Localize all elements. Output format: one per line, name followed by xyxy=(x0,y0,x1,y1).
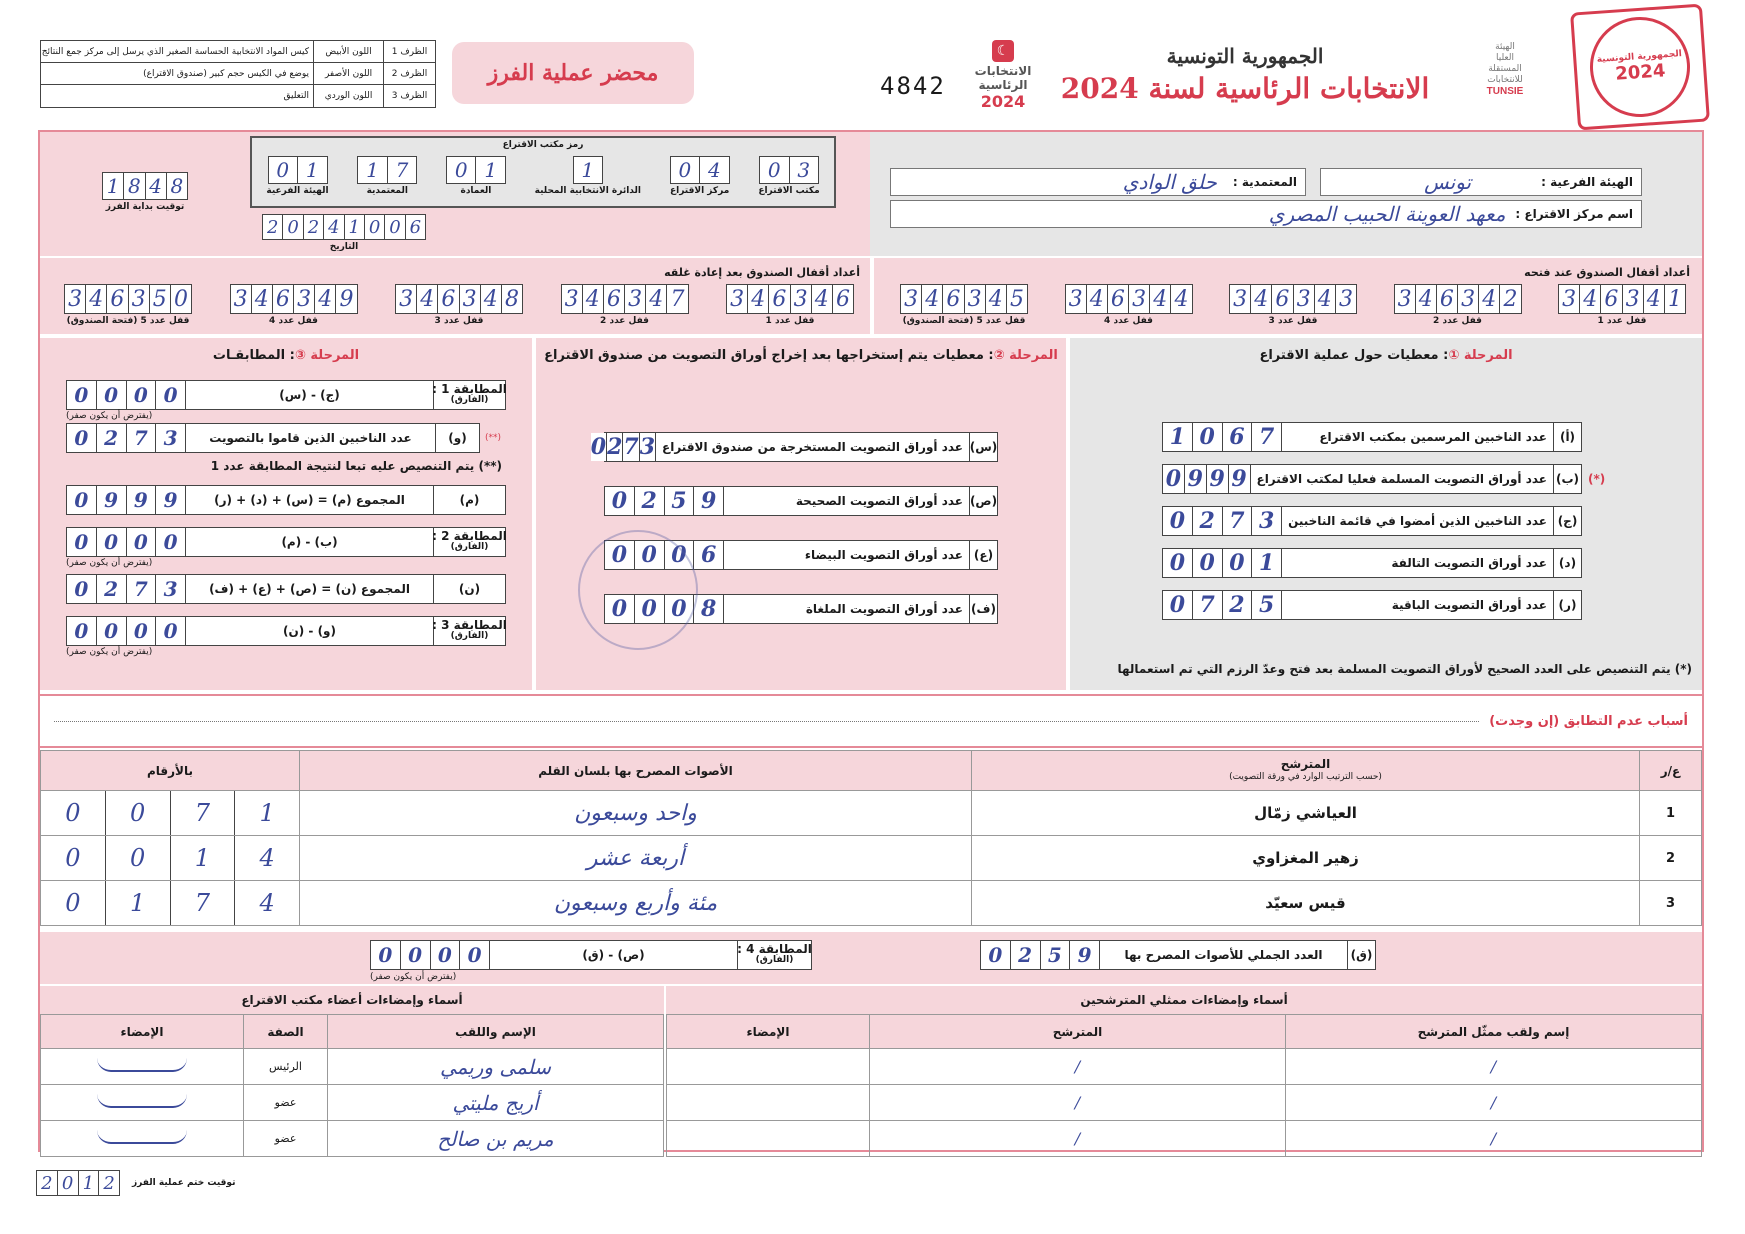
stage1-title: المرحلة ①: معطيات حول عملية الاقتراع xyxy=(1259,348,1513,363)
digit-cell: 1 xyxy=(1251,549,1281,577)
envelope-row: الظرف 1 اللون الأبيض كيس المواد الانتخابية الحساسة الصغير الذي يرسل إلى مركز جمع النتائج xyxy=(41,41,435,63)
digit-cell: 6 xyxy=(942,285,963,313)
digit-cell: 2 xyxy=(1010,941,1040,969)
digit-cell: 7 xyxy=(1222,507,1252,535)
digit-cell: 4 xyxy=(234,836,299,880)
date-field: 2 0 2 4 1 0 0 6 التاريخ xyxy=(262,214,426,252)
digit-cell: 3 xyxy=(1233,286,1248,312)
digit-cell: 0 xyxy=(65,844,81,872)
office-code-field: 0 1 الهيئة الفرعية xyxy=(266,158,329,196)
digit-cell: 2 xyxy=(96,575,126,603)
lock-field: 3 4 6 3 4 6 قفل عدد 1 xyxy=(726,284,854,326)
stage-row: (د) عدد أوراق التصويت التالفة 0 0 0 1 xyxy=(1162,548,1582,578)
digit-cell: 0 xyxy=(611,596,628,622)
lock-digits xyxy=(1394,284,1522,314)
digit-cell: 1 xyxy=(297,157,327,183)
digit-cell: 0 xyxy=(155,528,185,556)
digit-cell: 0 xyxy=(611,542,628,568)
digit-cell: 4 xyxy=(985,285,1006,313)
digit-cell: 0 xyxy=(57,1171,78,1195)
digit-cell: 0 xyxy=(155,617,185,645)
total-votes-row: (ق) العدد الجملي للأصوات المصرح بها 0 2 5 9 xyxy=(980,940,1376,970)
lock-digits xyxy=(230,284,358,314)
digit-cell: 4 xyxy=(85,285,106,313)
seal-stamp-icon xyxy=(578,530,698,650)
digit-cell: 0 xyxy=(74,426,89,450)
digit-cell: 0 xyxy=(126,381,156,409)
digit-cell: 2 xyxy=(266,216,279,238)
lock-digits xyxy=(1229,284,1357,314)
digit-cell: 0 xyxy=(611,488,628,514)
stage1-note: (*) يتم التنصيص على العدد الصحيح لأوراق التصويت المسلمة بعد فتح وعدّ الرزم التي تم استعمالها xyxy=(1117,662,1692,676)
digit-cell: 3 xyxy=(155,575,185,603)
office-code-field: 0 3 مكتب الاقتراع xyxy=(758,158,820,196)
digit-cell: 9 xyxy=(126,486,156,514)
digit-cell: 9 xyxy=(693,487,723,515)
digit-cell: 7 xyxy=(1192,591,1222,619)
representatives-block: أسماء وإمضاءات ممثلي المترشحين إسم ولقب ممثّل المترشح المترشح الإمضاء / / / / / / xyxy=(666,986,1702,1157)
digit-cell: 4 xyxy=(699,157,729,183)
digit-cell: 6 xyxy=(437,285,458,313)
match4-digits xyxy=(371,941,489,969)
digit-cell: 2 xyxy=(96,424,126,452)
stage3-content: المطابقة 1 : (الفارق) (ج) - (س) 0 0 0 0 (يفترض أن يكون صفر) (**) (و) عدد الناخبين الذين قاموا بالتصويت 0 2 7 3 (**) يتم التنصيص عليه تبعا لنتيجة المطابقة عدد 1 (م) المجموع (م) = (س) + (د) + (ر) 0 9 9 9 المطابقة 2 : (الفارق) (ب) - (م) 0 0 0 0 (يفترض أن يكون صفر) (ن) المجموع (ن) = (ص) + (ع) + (ف) 0 2 7 3 المطابقة 3 : (الفارق) (و) - (ن) 0 0 0 0 (يفترض أن يكون صفر) xyxy=(66,382,507,657)
lock-digits xyxy=(64,284,192,314)
total-m-row: (م) المجموع (م) = (س) + (د) + (ر) 0 9 9 9 xyxy=(66,485,506,515)
digit-cell: 5 xyxy=(1040,941,1070,969)
lock-field: 3 4 6 3 4 1 قفل عدد 1 xyxy=(1558,284,1686,326)
digit-cell: 6 xyxy=(1436,285,1457,313)
digit-cell: 0 xyxy=(1169,592,1186,618)
digit-cell: 3 xyxy=(1397,286,1412,312)
digit-cell: 0 xyxy=(400,941,430,969)
lock-field: 3 4 6 3 4 5 قفل عدد 5 (فتحة الصندوق) xyxy=(900,284,1028,326)
digit-cell: 4 xyxy=(1415,285,1436,313)
digit-cell: 0 xyxy=(664,541,694,569)
digit-cell: 3 xyxy=(904,286,919,312)
digit-cell: 0 xyxy=(65,889,81,917)
digit-cell: 3 xyxy=(155,424,185,452)
lock-field: 3 4 6 3 4 4 قفل عدد 4 xyxy=(1065,284,1193,326)
lock-digits xyxy=(900,284,1028,314)
digit-cell: 3 xyxy=(639,434,656,460)
digit-cell: 4 xyxy=(1314,285,1335,313)
digit-cell: 0 xyxy=(96,381,126,409)
digit-cell: 9 xyxy=(335,285,356,313)
digit-cell: 3 xyxy=(399,286,414,312)
digit-cell: 6 xyxy=(106,285,127,313)
member-row: سلمى وريمي الرئيس xyxy=(41,1049,664,1085)
digit-cell: 3 xyxy=(1251,507,1281,535)
digit-cell: 0 xyxy=(96,528,126,556)
voters-digits xyxy=(67,424,185,452)
digit-cell: 3 xyxy=(233,286,248,312)
digit-cell: 1 xyxy=(234,791,299,835)
lock-field: 3 4 6 3 4 8 قفل عدد 3 xyxy=(395,284,523,326)
digit-cell: 2 xyxy=(1192,507,1222,535)
office-code-field: 0 1 العمادة xyxy=(446,156,506,196)
digit-cell: 0 xyxy=(96,617,126,645)
official-stamp xyxy=(1570,4,1710,131)
digit-cell: 0 xyxy=(74,488,89,512)
digit-cell: 4 xyxy=(582,285,603,313)
stage-row: (أ) عدد الناخبين المرسمين بمكتب الاقتراع 1 0 6 7 xyxy=(1162,422,1582,452)
digit-cell: 0 xyxy=(105,836,170,880)
stage-value-digits xyxy=(1163,423,1281,451)
digit-cell: 7 xyxy=(1251,423,1281,451)
digit-cell: 0 xyxy=(1222,549,1252,577)
digit-cell: 0 xyxy=(1169,508,1186,534)
digit-cell: 9 xyxy=(1069,941,1099,969)
digit-cell: 0 xyxy=(276,158,290,182)
lock-digits xyxy=(561,284,689,314)
digit-cell: 6 xyxy=(693,541,723,569)
digit-cell: 4 xyxy=(1086,285,1107,313)
signature-scribble-icon xyxy=(97,1058,187,1072)
stage-row: (ر) عدد أوراق التصويت الباقية 0 7 2 5 xyxy=(1162,590,1582,620)
digit-cell: 0 xyxy=(678,158,692,182)
office-code-field: 1 الدائرة الانتخابية المحلية xyxy=(534,158,641,196)
stamp-seal-icon: الجمهورية التونسية 2024 xyxy=(1587,14,1694,121)
digit-cell: 1 xyxy=(366,158,379,182)
digit-cell: 5 xyxy=(149,285,170,313)
stage-value-digits xyxy=(591,433,655,461)
digit-cell: 1 xyxy=(1664,285,1685,313)
digit-cell: 3 xyxy=(964,285,985,313)
match1-digits xyxy=(67,381,185,409)
total-n-digits xyxy=(67,575,185,603)
digit-cell: 4 xyxy=(145,173,166,199)
isie-logo: الهيئة العليا المستقلة للانتخابات TUNSIE xyxy=(1486,42,1524,97)
digit-cell: 5 xyxy=(664,487,694,515)
stage-value-digits xyxy=(1163,465,1250,493)
digit-cell: 3 xyxy=(564,286,579,312)
digit-cell: 7 xyxy=(170,791,235,835)
office-code-field: 0 4 مركز الاقتراع xyxy=(669,158,730,196)
digit-cell: 0 xyxy=(155,381,185,409)
members-table: الإسم واللقب الصفة الإمضاء سلمى وريمي الرئيس أريج مليتي عضو مريم بن صالح عضو xyxy=(40,1014,664,1157)
digit-cell: 0 xyxy=(384,215,404,239)
lock-digits xyxy=(726,284,854,314)
digit-cell: 2 xyxy=(303,215,323,239)
locks-open-row xyxy=(900,284,1686,326)
digit-cell: 0 xyxy=(126,528,156,556)
stage-row: (س) عدد أوراق التصويت المستخرجة من صندوق الاقتراع 0 2 7 3 xyxy=(590,434,998,460)
totals-band xyxy=(40,932,1702,984)
stage-row: (ب) عدد أوراق التصويت المسلمة فعليا لمكتب الاقتراع 0 9 9 9 xyxy=(1162,464,1582,494)
digit-cell: 1 xyxy=(78,1171,99,1195)
digit-cell: 0 xyxy=(634,541,664,569)
match2-digits xyxy=(67,528,185,556)
digit-cell: 4 xyxy=(480,285,501,313)
digit-cell: 0 xyxy=(105,791,170,835)
digit-cell: 6 xyxy=(1222,423,1252,451)
digit-cell: 6 xyxy=(1600,285,1621,313)
digit-cell: 4 xyxy=(251,285,272,313)
lock-digits xyxy=(395,284,523,314)
match2-row: المطابقة 2 : (الفارق) (ب) - (م) 0 0 0 0 xyxy=(66,527,506,557)
digit-cell: 0 xyxy=(378,943,393,967)
digit-cell: 0 xyxy=(767,158,781,182)
total-m-digits xyxy=(67,486,185,514)
digit-cell: 4 xyxy=(1149,285,1170,313)
signature xyxy=(41,1121,244,1157)
stage2-title: المرحلة ②: معطيات يتم إستخراجها بعد إخراج أوراق التصويت من صندوق الاقتراع xyxy=(544,348,1058,363)
digit-cell: 0 xyxy=(282,215,302,239)
start-time-digits xyxy=(102,172,188,200)
candidate-row: 3 قيس سعيّد مئة وأربع وسبعون 0 1 7 4 xyxy=(41,881,1702,926)
digit-cell: 9 xyxy=(1206,465,1228,493)
delegation-field: المعتمدية : حلق الوادي xyxy=(890,168,1306,196)
lock-field: 3 4 6 3 5 0 قفل عدد 5 (فتحة الصندوق) xyxy=(64,284,192,326)
candidates-table: ع/ر المترشح (حسب الترتيب الوارد في ورقة التصويت) الأصوات المصرح بها بلسان القلم بالأرقام 1 العياشي زمّال واحد وسبعون 0 0 7 1 2 زهير المغزاوي أربعة عشر 0 0 1 4 3 قيس سعيّد مئة وأربع وسبعون 0 1 7 4 xyxy=(40,750,1702,926)
digit-cell: 6 xyxy=(272,285,293,313)
lock-digits xyxy=(1558,284,1686,314)
digit-cell: 3 xyxy=(293,285,314,313)
total-votes-digits xyxy=(981,941,1099,969)
digit-cell: 3 xyxy=(624,285,645,313)
digit-cell: 4 xyxy=(1250,285,1271,313)
stage3-title: المرحلة ③: المطابقـات xyxy=(212,348,360,363)
stage1-mark: (*) xyxy=(1588,472,1606,486)
digit-cell: 3 xyxy=(1068,286,1083,312)
digit-cell: 5 xyxy=(1006,285,1027,313)
stage-row: (ف) عدد أوراق التصويت الملغاة 0 0 0 8 xyxy=(604,594,998,624)
digit-cell: 4 xyxy=(234,881,299,925)
digit-cell: 0 xyxy=(74,530,89,554)
digit-cell: 4 xyxy=(811,285,832,313)
signature xyxy=(41,1049,244,1085)
page-title: الانتخابات الرئاسية لسنة 2024 xyxy=(1060,72,1430,105)
digit-cell: 1 xyxy=(1169,424,1186,450)
digit-cell: 0 xyxy=(590,434,607,460)
digit-cell: 3 xyxy=(128,285,149,313)
digit-cell: 1 xyxy=(344,215,364,239)
digit-cell: 0 xyxy=(74,383,89,407)
digit-cell: 0 xyxy=(65,799,81,827)
members-block: أسماء وإمضاءات أعضاء مكتب الاقتراع الإسم واللقب الصفة الإمضاء سلمى وريمي الرئيس أريج مليتي عضو مريم بن صالح عضو xyxy=(40,986,664,1157)
digit-cell: 0 xyxy=(364,215,384,239)
candidate-votes-digits xyxy=(41,881,299,925)
digit-cell: 0 xyxy=(1165,466,1182,492)
match1-row: المطابقة 1 : (الفارق) (ج) - (س) 0 0 0 0 xyxy=(66,380,506,410)
digit-cell: 1 xyxy=(581,158,595,182)
digit-cell: 3 xyxy=(459,285,480,313)
stage1-rows xyxy=(1162,422,1582,632)
digit-cell: 6 xyxy=(603,285,624,313)
digit-cell: 3 xyxy=(1457,285,1478,313)
lock-field: 3 4 6 3 4 9 قفل عدد 4 xyxy=(230,284,358,326)
digit-cell: 0 xyxy=(430,941,460,969)
polling-center-field: اسم مركز الاقتراع : معهد العوينة الحبيب المصري xyxy=(890,200,1642,228)
stage-row: (ع) عدد أوراق التصويت البيضاء 0 0 0 6 xyxy=(604,540,998,570)
office-code-digits xyxy=(357,156,417,184)
digit-cell: 3 xyxy=(790,285,811,313)
digit-cell: 8 xyxy=(501,285,522,313)
elections-logo: ☾ الانتخابات الرئاسية 2024 xyxy=(968,40,1038,116)
digit-cell: 0 xyxy=(634,595,664,623)
stage-value-digits xyxy=(1163,507,1281,535)
signature-scribble-icon xyxy=(97,1130,187,1144)
digit-cell: 4 xyxy=(645,285,666,313)
candidate-votes-digits xyxy=(41,836,299,880)
digit-cell: 0 xyxy=(459,941,489,969)
digit-cell: 0 xyxy=(74,577,89,601)
form-number: 4842 xyxy=(880,72,946,100)
digit-cell: 0 xyxy=(988,943,1003,967)
digit-cell: 5 xyxy=(1251,591,1281,619)
total-n-row: (ن) المجموع (ن) = (ص) + (ع) + (ف) 0 2 7 3 xyxy=(66,574,506,604)
signature xyxy=(41,1085,244,1121)
digit-cell: 7 xyxy=(387,157,417,183)
digit-cell: 2 xyxy=(607,434,623,460)
digit-cell: 3 xyxy=(1128,285,1149,313)
digit-cell: 0 xyxy=(170,285,191,313)
digit-cell: 4 xyxy=(747,285,768,313)
digit-cell: 2 xyxy=(1499,285,1520,313)
member-row: مريم بن صالح عضو xyxy=(41,1121,664,1157)
digit-cell: 4 xyxy=(921,285,942,313)
envelope-row: الظرف 3 اللون الوردي التعليق xyxy=(41,85,435,107)
digit-cell: 3 xyxy=(1335,285,1356,313)
candidate-votes-digits xyxy=(41,791,299,835)
lock-digits xyxy=(1065,284,1193,314)
digit-cell: 7 xyxy=(170,881,235,925)
digit-cell: 6 xyxy=(832,285,853,313)
digit-cell: 0 xyxy=(1192,423,1222,451)
candidates-table-wrap xyxy=(40,750,1702,926)
digit-cell: 1 xyxy=(106,174,120,198)
date-digits xyxy=(262,214,426,240)
digit-cell: 0 xyxy=(1169,550,1186,576)
flag-icon: ☾ xyxy=(992,40,1014,62)
digit-cell: 4 xyxy=(1643,285,1664,313)
digit-cell: 2 xyxy=(1222,591,1252,619)
digit-cell: 0 xyxy=(664,595,694,623)
envelopes-table xyxy=(40,40,436,108)
digit-cell: 2 xyxy=(41,1172,53,1194)
candidate-row: 2 زهير المغزاوي أربعة عشر 0 0 1 4 xyxy=(41,836,1702,881)
representatives-table: إسم ولقب ممثّل المترشح المترشح الإمضاء / / / / / / xyxy=(666,1014,1702,1157)
digit-cell: 2 xyxy=(98,1171,119,1195)
digit-cell: 8 xyxy=(123,173,144,199)
digit-cell: 7 xyxy=(126,424,156,452)
digit-cell: 2 xyxy=(634,487,664,515)
report-title-badge xyxy=(452,42,694,104)
office-code-group: رمز مكتب الاقتراع 0 3 مكتب الاقتراع 0 4 مركز الاقتراع 1 الدائرة الانتخابية المحلية 0 1 العمادة 1 7 المعتمدية 0 1 الهيئة الفرعية xyxy=(250,136,836,208)
lock-field: 3 4 6 3 4 7 قفل عدد 2 xyxy=(561,284,689,326)
digit-cell: 9 xyxy=(1184,465,1206,493)
digit-cell: 4 xyxy=(1478,285,1499,313)
sub-authority-field: الهيئة الفرعية : تونس xyxy=(1320,168,1642,196)
digit-cell: 9 xyxy=(96,486,126,514)
office-code-digits xyxy=(670,156,730,184)
lock-field: 3 4 6 3 4 2 قفل عدد 2 xyxy=(1394,284,1522,326)
office-code-digits xyxy=(759,156,819,184)
digit-cell: 7 xyxy=(666,285,687,313)
start-time-field: 1 8 4 8 توقيت بداية الفرز xyxy=(102,172,188,212)
digit-cell: 0 xyxy=(74,619,89,643)
stage-row: (ص) عدد أوراق التصويت الصحيحة 0 2 5 9 xyxy=(604,486,998,516)
lock-field: 3 4 6 3 4 3 قفل عدد 3 xyxy=(1229,284,1357,326)
member-row: أريج مليتي عضو xyxy=(41,1085,664,1121)
digit-cell: 1 xyxy=(475,157,505,183)
digit-cell: 9 xyxy=(155,486,185,514)
digit-cell: 0 xyxy=(454,158,468,182)
digit-cell: 8 xyxy=(166,173,187,199)
report-title: محضر عملية الفرز xyxy=(487,60,659,86)
envelope-row: الظرف 2 اللون الأصفر يوضع في الكيس حجم كبير (صندوق الاقتراع) xyxy=(41,63,435,85)
digit-cell: 3 xyxy=(1622,285,1643,313)
match3-digits xyxy=(67,617,185,645)
digit-cell: 4 xyxy=(1579,285,1600,313)
digit-cell: 6 xyxy=(405,215,425,239)
office-code-field: 1 7 المعتمدية xyxy=(357,156,417,196)
republic-heading: الجمهورية التونسية xyxy=(1166,44,1324,68)
digit-cell: 9 xyxy=(1228,465,1250,493)
digit-cell: 8 xyxy=(693,595,723,623)
digit-cell: 1 xyxy=(170,836,235,880)
digit-cell: 3 xyxy=(68,286,83,312)
digit-cell: 3 xyxy=(1293,285,1314,313)
office-code-digits xyxy=(268,156,328,184)
match3-row: المطابقة 3 : (الفارق) (و) - (ن) 0 0 0 0 xyxy=(66,616,506,646)
digit-cell: 7 xyxy=(623,434,639,460)
stage-value-digits xyxy=(1163,549,1281,577)
office-code-digits xyxy=(573,156,603,184)
digit-cell: 1 xyxy=(105,881,170,925)
digit-cell: 3 xyxy=(1562,286,1577,312)
digit-cell: 0 xyxy=(1192,549,1222,577)
digit-cell: 3 xyxy=(730,286,745,312)
digit-cell: 4 xyxy=(314,285,335,313)
end-time-digits xyxy=(36,1170,120,1196)
digit-cell: 3 xyxy=(789,157,819,183)
mismatch-dotted-line xyxy=(54,721,1479,722)
stage-value-digits xyxy=(605,487,723,515)
locks-close-row xyxy=(64,284,854,326)
digit-cell: 4 xyxy=(323,215,343,239)
digit-cell: 6 xyxy=(1271,285,1292,313)
digit-cell: 6 xyxy=(1107,285,1128,313)
mismatch-row: أسباب عدم التطابق (إن وجدت) xyxy=(40,694,1702,748)
digit-cell: 0 xyxy=(126,617,156,645)
digit-cell: 6 xyxy=(768,285,789,313)
signature-scribble-icon xyxy=(97,1094,187,1108)
end-time-field: 2 0 1 2 توقيت ختم عملية الفرز xyxy=(36,1170,235,1196)
voters-row: (و) عدد الناخبين الذين قاموا بالتصويت 0 2 7 3 xyxy=(66,423,480,453)
stage-value-digits xyxy=(1163,591,1281,619)
digit-cell: 4 xyxy=(416,285,437,313)
digit-cell: 4 xyxy=(1170,285,1191,313)
office-code-digits xyxy=(446,156,506,184)
candidate-row: 1 العياشي زمّال واحد وسبعون 0 0 7 1 xyxy=(41,791,1702,836)
match4-row: المطابقة 4 : (الفارق) (ص) - (ق) 0 0 0 0 xyxy=(370,940,812,970)
stage-row: (ج) عدد الناخبين الذين أمضوا في قائمة الناخبين 0 2 7 3 xyxy=(1162,506,1582,536)
digit-cell: 7 xyxy=(126,575,156,603)
